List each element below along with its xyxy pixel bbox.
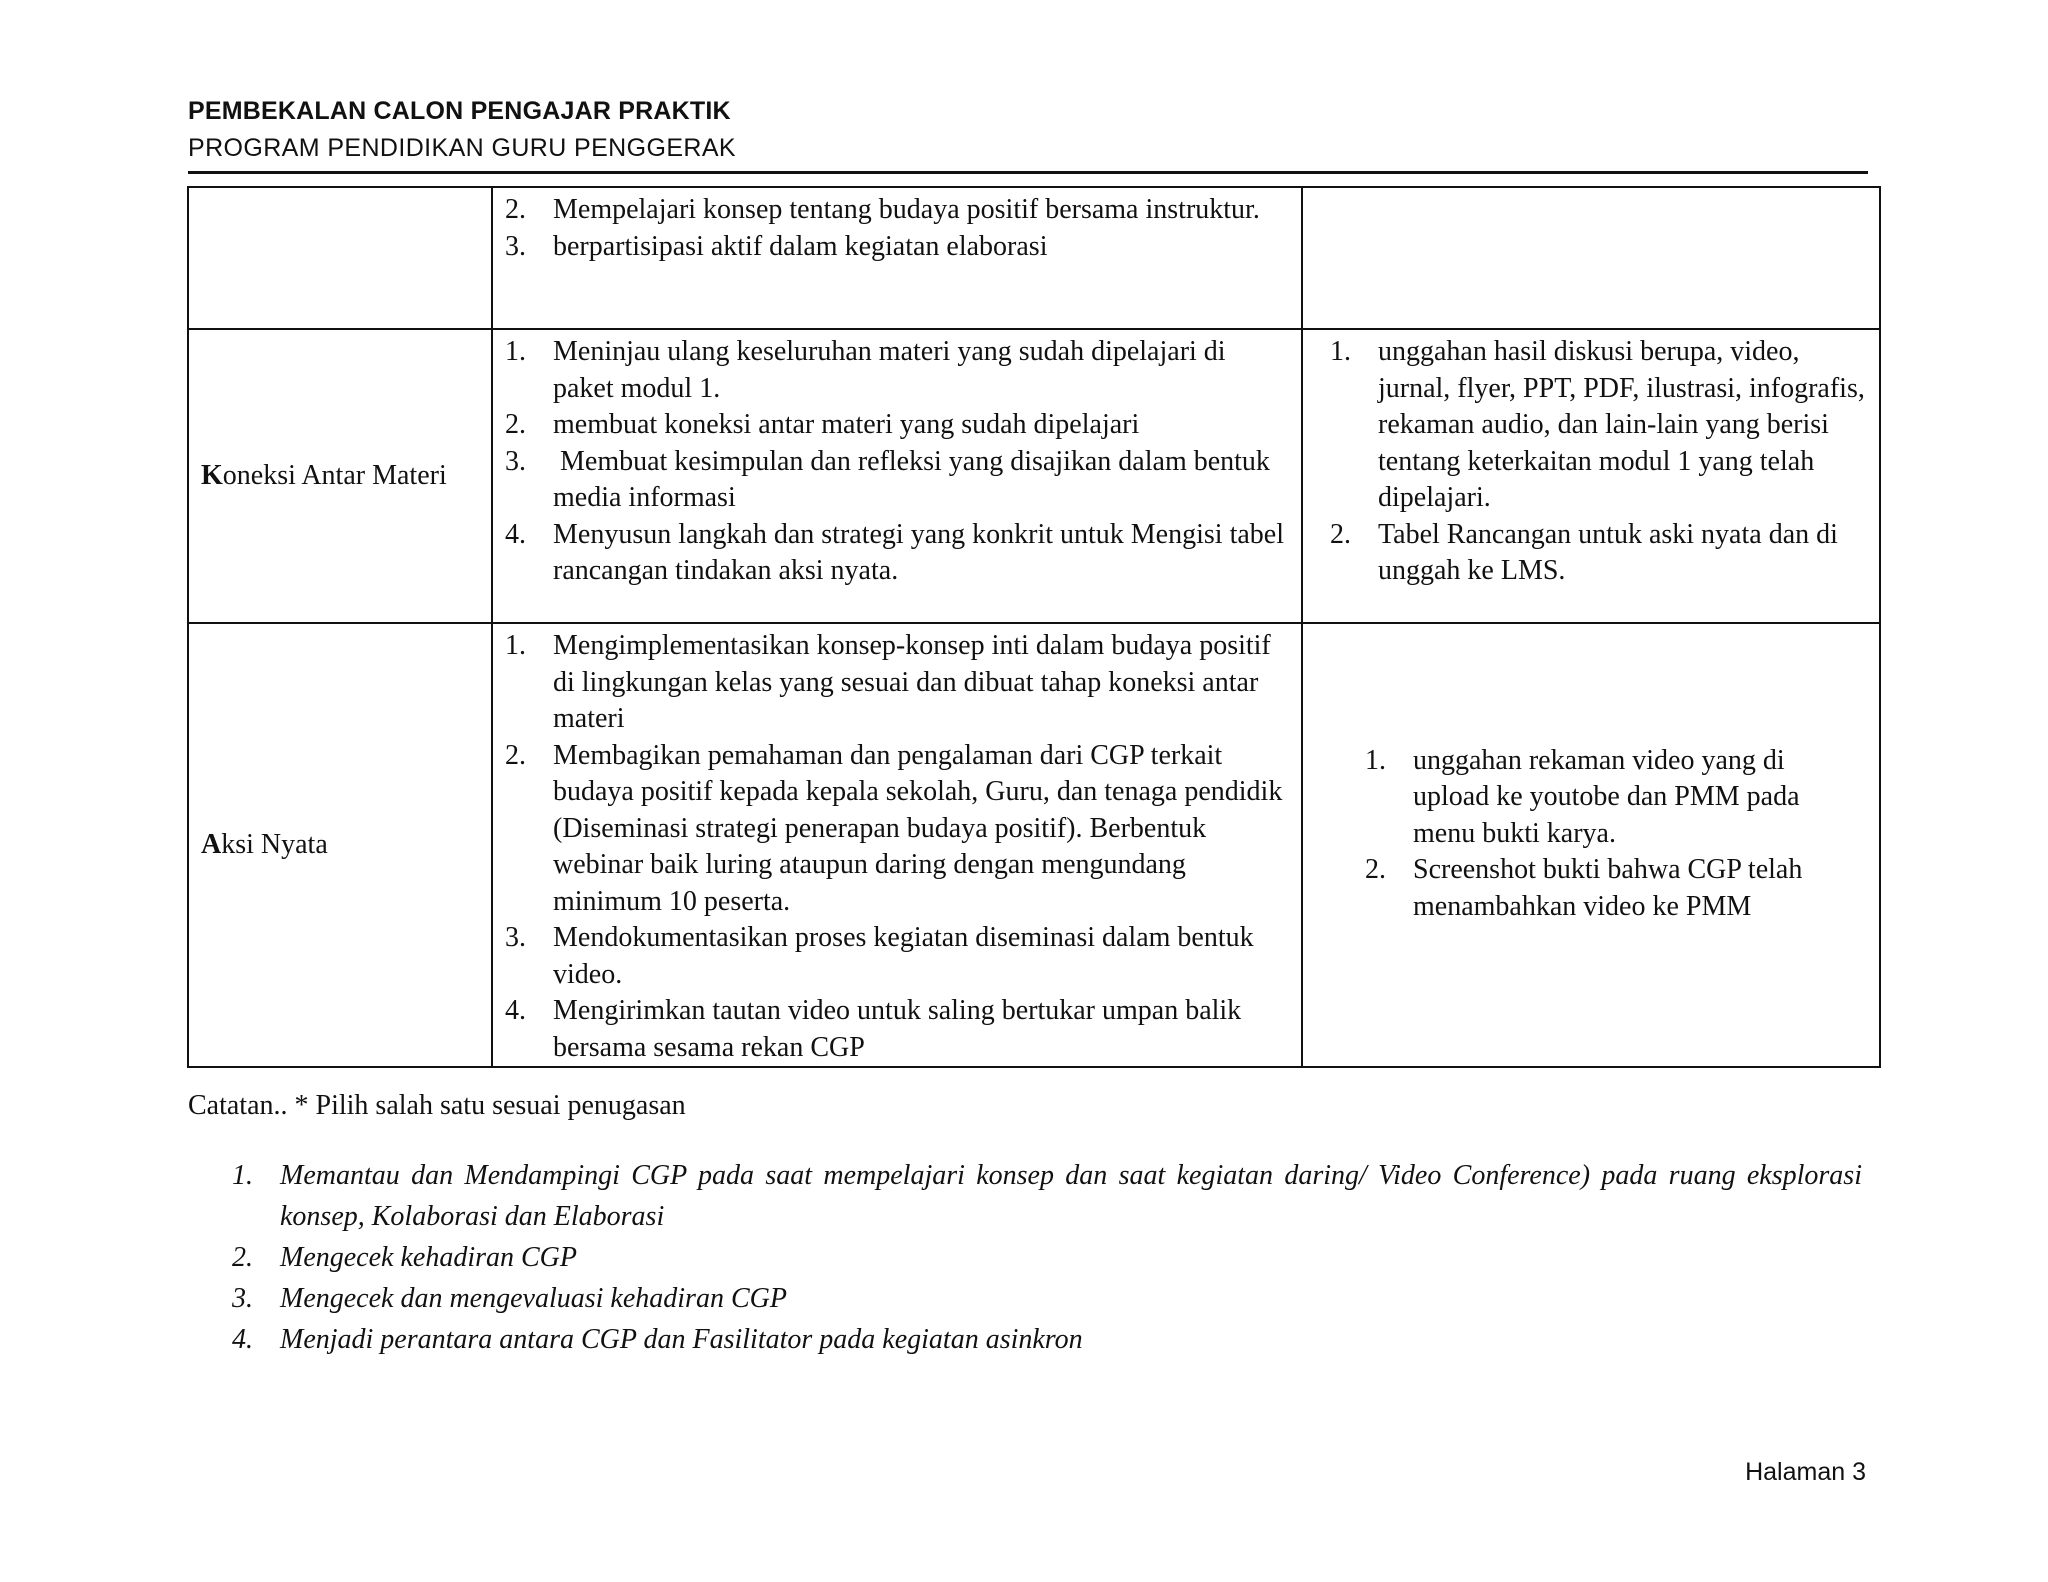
- list-text: Mengirimkan tautan video untuk saling bertukar umpan balik bersama sesama rekan CGP: [553, 995, 1242, 1063]
- header-divider: [188, 171, 1868, 174]
- list-text: Mempelajari konsep tentang budaya positif bersama instruktur.: [553, 194, 1260, 225]
- list-item: [1365, 743, 1855, 853]
- list-text: Mendokumentasikan proses kegiatan diseminasi dalam bentuk video.: [553, 922, 1254, 990]
- activity-table-wrapper: [187, 186, 1881, 1068]
- list-number: 2.: [1330, 518, 1351, 550]
- outputs-list: [1303, 743, 1879, 926]
- list-text: Menjadi perantara antara CGP dan Fasilitator pada kegiatan asinkron: [280, 1324, 1083, 1355]
- list-text: unggahan rekaman video yang di upload ke youtobe dan PMM pada menu bukti karya.: [1413, 744, 1800, 849]
- table-row: [188, 623, 1880, 1067]
- list-number: 1.: [505, 336, 526, 367]
- list-item: [505, 738, 1291, 921]
- list-item: [232, 1237, 1862, 1278]
- activity-table: [187, 186, 1881, 1068]
- stage-name-rest: ksi Nyata: [221, 828, 328, 860]
- list-number: 1.: [505, 630, 526, 661]
- list-item: [1330, 334, 1869, 517]
- list-number: 3.: [505, 445, 526, 477]
- list-number: 2.: [1365, 854, 1386, 886]
- list-item: [505, 920, 1291, 993]
- list-text: Mengimplementasikan konsep-konsep inti dalam budaya positif di lingkungan kelas yang sesuai dan dibuat tahap koneksi antar materi: [553, 630, 1271, 734]
- list-text: Menyusun langkah dan strategi yang konkrit untuk Mengisi tabel rancangan tindakan aksi nyata.: [553, 518, 1284, 586]
- assignment-note: Catatan.. * Pilih salah satu sesuai penugasan: [188, 1090, 686, 1121]
- list-item: [232, 1278, 1862, 1319]
- list-number: 3.: [505, 922, 526, 953]
- list-item: [505, 993, 1291, 1066]
- list-number: 2.: [505, 194, 526, 225]
- task-list: [232, 1155, 1862, 1360]
- list-text: Tabel Rancangan untuk aski nyata dan di unggah ke LMS.: [1378, 518, 1838, 586]
- document-title: PEMBEKALAN CALON PENGAJAR PRAKTIK: [188, 97, 731, 125]
- list-text: unggahan hasil diskusi berupa, video, jurnal, flyer, PPT, PDF, ilustrasi, infografis, rekaman audio, dan lain-lain yang berisi tentang keterkaitan modul 1 yang telah dipelajari.: [1378, 336, 1865, 513]
- outputs-list: [1303, 330, 1879, 590]
- page-number: Halaman 3: [1745, 1458, 1866, 1486]
- list-text: Mengecek kehadiran CGP: [280, 1242, 577, 1273]
- outputs-cell: [1302, 187, 1880, 329]
- list-number: 4.: [232, 1324, 253, 1355]
- list-number: 4.: [505, 518, 526, 550]
- list-text: Membuat kesimpulan dan refleksi yang disajikan dalam bentuk media informasi: [553, 445, 1277, 513]
- table-row: [188, 329, 1880, 623]
- list-text: berpartisipasi aktif dalam kegiatan elaborasi: [553, 230, 1048, 262]
- list-item: [505, 517, 1291, 590]
- list-text: Screenshot bukti bahwa CGP telah menambahkan video ke PMM: [1413, 854, 1803, 922]
- activities-list: [493, 330, 1301, 590]
- list-number: 1.: [1330, 336, 1351, 367]
- list-item: [1365, 852, 1855, 925]
- list-number: 1.: [232, 1160, 253, 1191]
- stage-name-cell: [188, 187, 492, 329]
- list-item: [232, 1319, 1862, 1360]
- list-item: [505, 334, 1291, 407]
- list-number: 3.: [505, 230, 526, 262]
- stage-name-rest: oneksi Antar Materi: [222, 459, 447, 491]
- document-subtitle: PROGRAM PENDIDIKAN GURU PENGGERAK: [188, 134, 737, 162]
- stage-name-cell: [188, 623, 492, 1067]
- list-number: 4.: [505, 995, 526, 1026]
- list-item: [505, 628, 1291, 738]
- activities-cell: [492, 623, 1302, 1067]
- activities-cell: [492, 329, 1302, 623]
- list-text: Memantau dan Mendampingi CGP pada saat mempelajari konsep dan saat kegiatan daring/ Video Conference) pada ruang eksplorasi konsep, Kolaborasi dan Elaborasi: [280, 1160, 1862, 1232]
- outputs-cell: [1302, 329, 1880, 623]
- list-number: 2.: [505, 409, 526, 440]
- list-text: Mengecek dan mengevaluasi kehadiran CGP: [280, 1283, 787, 1314]
- list-item: [232, 1155, 1862, 1237]
- stage-name-initial: A: [201, 828, 222, 860]
- stage-name-initial: K: [201, 459, 223, 491]
- list-text: Membagikan pemahaman dan pengalaman dari CGP terkait budaya positif kepada kepala sekolah, Guru, dan tenaga pendidik (Diseminasi strategi penerapan budaya positif). Berbentuk webinar baik luring ataupun daring dengan mengundang minimum 10 peserta.: [553, 739, 1283, 917]
- activities-list: [493, 624, 1301, 1066]
- list-item: [1330, 517, 1869, 590]
- list-item: [505, 229, 1291, 266]
- list-number: 1.: [1365, 744, 1386, 776]
- list-number: 2.: [232, 1242, 253, 1273]
- list-text: Meninjau ulang keseluruhan materi yang sudah dipelajari di paket modul 1.: [553, 336, 1226, 404]
- outputs-cell: [1302, 623, 1880, 1067]
- list-item: [505, 192, 1291, 229]
- activities-list: [493, 188, 1301, 265]
- list-number: 3.: [232, 1283, 253, 1314]
- activities-cell: [492, 187, 1302, 329]
- list-item: [505, 444, 1291, 517]
- stage-name-cell: [188, 329, 492, 623]
- list-text: membuat koneksi antar materi yang sudah dipelajari: [553, 409, 1140, 440]
- list-item: [505, 407, 1291, 444]
- table-row: [188, 187, 1880, 329]
- list-number: 2.: [505, 739, 526, 771]
